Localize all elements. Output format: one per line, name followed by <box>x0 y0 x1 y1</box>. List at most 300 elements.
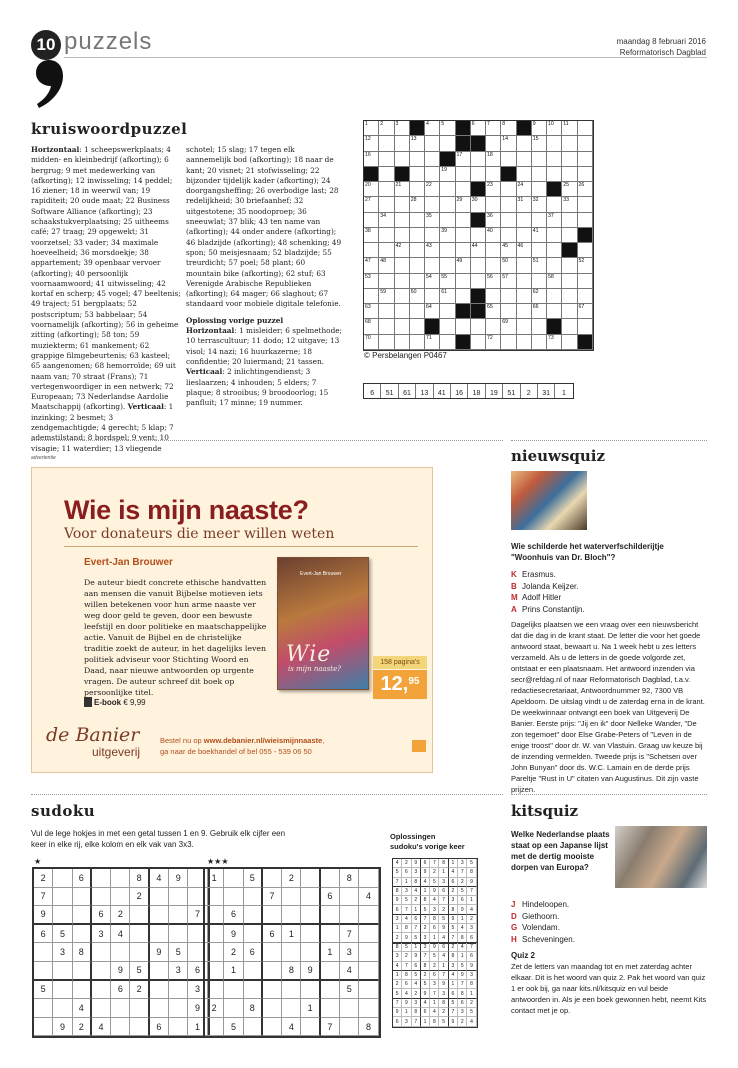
crossword-cell[interactable] <box>562 121 577 136</box>
crossword-cell[interactable] <box>364 243 379 258</box>
crossword-cell[interactable] <box>562 289 577 304</box>
crossword-cell[interactable] <box>547 228 562 243</box>
sudoku-cell[interactable] <box>111 1018 130 1037</box>
crossword-cell[interactable] <box>517 228 532 243</box>
crossword-cell[interactable] <box>395 136 410 151</box>
crossword-cell[interactable] <box>395 274 410 289</box>
crossword-cell[interactable] <box>395 243 410 258</box>
sudoku-cell[interactable] <box>359 906 378 925</box>
sudoku-cell[interactable] <box>321 906 340 925</box>
answer-cell[interactable]: 19 <box>486 384 503 398</box>
crossword-cell[interactable] <box>440 121 455 136</box>
sudoku-cell[interactable] <box>111 869 130 888</box>
crossword-cell[interactable] <box>440 274 455 289</box>
sudoku-cell[interactable] <box>263 999 282 1018</box>
crossword-cell[interactable] <box>364 304 379 319</box>
sudoku-cell[interactable] <box>34 1018 53 1037</box>
crossword-cell[interactable] <box>517 335 532 350</box>
answer-cell[interactable]: 16 <box>451 384 468 398</box>
crossword-cell[interactable] <box>425 304 440 319</box>
crossword-cell[interactable] <box>425 335 440 350</box>
crossword-cell[interactable] <box>425 243 440 258</box>
crossword-cell[interactable] <box>517 258 532 273</box>
quiz-option[interactable] <box>511 922 575 934</box>
quiz-option[interactable] <box>511 569 585 581</box>
crossword-cell[interactable] <box>578 121 593 136</box>
crossword-cell[interactable] <box>578 258 593 273</box>
crossword-cell[interactable] <box>501 258 516 273</box>
crossword-cell[interactable] <box>486 228 501 243</box>
crossword-cell[interactable] <box>517 136 532 151</box>
crossword-cell[interactable] <box>425 182 440 197</box>
crossword-cell[interactable] <box>425 197 440 212</box>
crossword-cell[interactable] <box>501 274 516 289</box>
crossword-cell[interactable] <box>471 228 486 243</box>
sudoku-cell[interactable] <box>244 962 263 981</box>
crossword-cell[interactable] <box>486 197 501 212</box>
sudoku-cell[interactable] <box>340 888 359 907</box>
crossword-cell[interactable] <box>456 152 471 167</box>
crossword-cell[interactable] <box>562 213 577 228</box>
crossword-cell[interactable] <box>578 136 593 151</box>
sudoku-cell[interactable] <box>111 888 130 907</box>
crossword-cell[interactable] <box>395 289 410 304</box>
crossword-cell[interactable] <box>471 335 486 350</box>
sudoku-cell[interactable] <box>205 888 224 907</box>
sudoku-cell[interactable] <box>205 925 224 944</box>
sudoku-cell[interactable] <box>301 1018 320 1037</box>
crossword-cell[interactable] <box>410 182 425 197</box>
crossword-cell[interactable] <box>440 136 455 151</box>
crossword-cell[interactable] <box>547 289 562 304</box>
answer-cell[interactable]: 31 <box>538 384 555 398</box>
crossword-cell[interactable] <box>532 335 547 350</box>
crossword-cell[interactable] <box>379 304 394 319</box>
crossword-cell[interactable] <box>501 319 516 334</box>
sudoku-cell[interactable] <box>73 925 92 944</box>
sudoku-cell[interactable] <box>321 999 340 1018</box>
crossword-cell[interactable] <box>364 197 379 212</box>
crossword-cell[interactable] <box>425 228 440 243</box>
sudoku-cell[interactable] <box>169 981 188 1000</box>
crossword-cell[interactable] <box>547 258 562 273</box>
crossword-cell[interactable] <box>501 182 516 197</box>
crossword-cell[interactable] <box>364 182 379 197</box>
crossword-cell[interactable] <box>410 213 425 228</box>
crossword-cell[interactable] <box>379 213 394 228</box>
crossword-cell[interactable] <box>578 289 593 304</box>
sudoku-cell[interactable] <box>359 962 378 981</box>
crossword-cell[interactable] <box>456 182 471 197</box>
sudoku-cell[interactable] <box>282 906 301 925</box>
crossword-cell[interactable] <box>471 274 486 289</box>
sudoku-cell[interactable] <box>263 906 282 925</box>
crossword-cell[interactable] <box>440 167 455 182</box>
crossword-cell[interactable] <box>379 274 394 289</box>
crossword-cell[interactable] <box>379 167 394 182</box>
crossword-cell[interactable] <box>364 319 379 334</box>
crossword-cell[interactable] <box>364 213 379 228</box>
sudoku-cell[interactable] <box>34 962 53 981</box>
crossword-cell[interactable] <box>471 152 486 167</box>
crossword-cell[interactable] <box>562 258 577 273</box>
crossword-cell[interactable] <box>471 121 486 136</box>
crossword-cell[interactable] <box>440 289 455 304</box>
crossword-cell[interactable] <box>578 167 593 182</box>
crossword-cell[interactable] <box>486 304 501 319</box>
sudoku-cell[interactable] <box>301 888 320 907</box>
crossword-cell[interactable] <box>395 152 410 167</box>
sudoku-cell[interactable] <box>224 888 243 907</box>
sudoku-cell[interactable] <box>340 906 359 925</box>
crossword-cell[interactable] <box>440 197 455 212</box>
quiz-option[interactable] <box>511 592 585 604</box>
crossword-cell[interactable] <box>517 213 532 228</box>
crossword-cell[interactable] <box>410 167 425 182</box>
sudoku-cell[interactable] <box>73 981 92 1000</box>
crossword-cell[interactable] <box>395 335 410 350</box>
crossword-cell[interactable] <box>517 182 532 197</box>
sudoku-cell[interactable] <box>169 906 188 925</box>
crossword-cell[interactable] <box>410 228 425 243</box>
crossword-answer-row[interactable] <box>363 383 574 399</box>
sudoku-cell[interactable] <box>53 869 72 888</box>
crossword-cell[interactable] <box>425 136 440 151</box>
crossword-cell[interactable] <box>440 258 455 273</box>
sudoku-cell[interactable] <box>130 906 149 925</box>
sudoku-cell[interactable] <box>205 1018 224 1037</box>
crossword-cell[interactable] <box>456 228 471 243</box>
crossword-cell[interactable] <box>501 136 516 151</box>
crossword-cell[interactable] <box>547 152 562 167</box>
sudoku-cell[interactable] <box>150 925 169 944</box>
crossword-cell[interactable] <box>410 289 425 304</box>
crossword-grid[interactable] <box>363 120 594 351</box>
crossword-cell[interactable] <box>410 258 425 273</box>
crossword-cell[interactable] <box>456 258 471 273</box>
sudoku-cell[interactable] <box>73 888 92 907</box>
crossword-cell[interactable] <box>547 167 562 182</box>
crossword-cell[interactable] <box>456 319 471 334</box>
sudoku-cell[interactable] <box>244 925 263 944</box>
sudoku-cell[interactable] <box>34 943 53 962</box>
sudoku-cell[interactable] <box>224 981 243 1000</box>
crossword-cell[interactable] <box>440 182 455 197</box>
sudoku-cell[interactable] <box>359 999 378 1018</box>
sudoku-cell[interactable] <box>169 925 188 944</box>
crossword-cell[interactable] <box>456 289 471 304</box>
crossword-cell[interactable] <box>410 274 425 289</box>
crossword-cell[interactable] <box>532 213 547 228</box>
crossword-cell[interactable] <box>364 228 379 243</box>
crossword-cell[interactable] <box>395 197 410 212</box>
crossword-cell[interactable] <box>578 304 593 319</box>
crossword-cell[interactable] <box>562 335 577 350</box>
crossword-cell[interactable] <box>562 136 577 151</box>
sudoku-cell[interactable] <box>205 906 224 925</box>
crossword-cell[interactable] <box>379 152 394 167</box>
sudoku-cell[interactable] <box>92 943 111 962</box>
sudoku-cell[interactable] <box>205 981 224 1000</box>
sudoku-cell[interactable] <box>205 943 224 962</box>
crossword-cell[interactable] <box>379 136 394 151</box>
sudoku-cell[interactable] <box>282 999 301 1018</box>
crossword-cell[interactable] <box>578 152 593 167</box>
sudoku-cell[interactable] <box>92 981 111 1000</box>
sudoku-cell[interactable] <box>169 999 188 1018</box>
crossword-cell[interactable] <box>395 319 410 334</box>
crossword-cell[interactable] <box>562 319 577 334</box>
crossword-cell[interactable] <box>517 152 532 167</box>
crossword-cell[interactable] <box>471 319 486 334</box>
sudoku-cell[interactable] <box>282 943 301 962</box>
crossword-cell[interactable] <box>532 228 547 243</box>
crossword-cell[interactable] <box>364 335 379 350</box>
crossword-cell[interactable] <box>440 304 455 319</box>
crossword-cell[interactable] <box>456 197 471 212</box>
crossword-cell[interactable] <box>410 335 425 350</box>
crossword-cell[interactable] <box>532 319 547 334</box>
sudoku-cell[interactable] <box>321 962 340 981</box>
order-link[interactable]: www.debanier.nl/wieismijnnaaste <box>203 736 323 745</box>
sudoku-cell[interactable] <box>263 943 282 962</box>
crossword-cell[interactable] <box>486 243 501 258</box>
crossword-cell[interactable] <box>456 213 471 228</box>
crossword-cell[interactable] <box>517 167 532 182</box>
crossword-cell[interactable] <box>532 258 547 273</box>
sudoku-cell[interactable] <box>111 943 130 962</box>
sudoku-cell[interactable] <box>150 981 169 1000</box>
quiz-option[interactable] <box>511 604 585 616</box>
sudoku-cell[interactable] <box>263 869 282 888</box>
sudoku-cell[interactable] <box>301 943 320 962</box>
crossword-cell[interactable] <box>501 228 516 243</box>
crossword-cell[interactable] <box>517 304 532 319</box>
crossword-cell[interactable] <box>578 182 593 197</box>
crossword-cell[interactable] <box>532 167 547 182</box>
sudoku-cell[interactable] <box>53 906 72 925</box>
crossword-cell[interactable] <box>456 243 471 258</box>
crossword-cell[interactable] <box>410 319 425 334</box>
crossword-cell[interactable] <box>547 213 562 228</box>
crossword-cell[interactable] <box>364 121 379 136</box>
crossword-cell[interactable] <box>562 304 577 319</box>
quiz-option[interactable] <box>511 934 575 946</box>
sudoku-cell[interactable] <box>321 925 340 944</box>
crossword-cell[interactable] <box>486 136 501 151</box>
crossword-cell[interactable] <box>364 152 379 167</box>
answer-cell[interactable]: 51 <box>503 384 520 398</box>
sudoku-hard-grid[interactable] <box>203 867 381 1038</box>
crossword-cell[interactable] <box>486 121 501 136</box>
crossword-cell[interactable] <box>379 319 394 334</box>
sudoku-cell[interactable] <box>92 869 111 888</box>
sudoku-cell[interactable] <box>263 1018 282 1037</box>
quiz-option[interactable] <box>511 911 575 923</box>
crossword-cell[interactable] <box>395 228 410 243</box>
crossword-cell[interactable] <box>410 136 425 151</box>
sudoku-cell[interactable] <box>263 981 282 1000</box>
crossword-cell[interactable] <box>425 289 440 304</box>
crossword-cell[interactable] <box>379 197 394 212</box>
sudoku-cell[interactable] <box>130 1018 149 1037</box>
crossword-cell[interactable] <box>547 243 562 258</box>
crossword-cell[interactable] <box>440 243 455 258</box>
crossword-cell[interactable] <box>486 213 501 228</box>
crossword-cell[interactable] <box>532 304 547 319</box>
crossword-cell[interactable] <box>578 319 593 334</box>
crossword-cell[interactable] <box>471 258 486 273</box>
sudoku-cell[interactable] <box>244 1018 263 1037</box>
sudoku-cell[interactable] <box>282 981 301 1000</box>
crossword-cell[interactable] <box>547 274 562 289</box>
sudoku-cell[interactable] <box>359 869 378 888</box>
crossword-cell[interactable] <box>440 335 455 350</box>
crossword-cell[interactable] <box>532 274 547 289</box>
sudoku-cell[interactable] <box>321 981 340 1000</box>
sudoku-cell[interactable] <box>301 925 320 944</box>
sudoku-cell[interactable] <box>169 1018 188 1037</box>
crossword-cell[interactable] <box>379 335 394 350</box>
crossword-cell[interactable] <box>578 213 593 228</box>
sudoku-cell[interactable] <box>130 999 149 1018</box>
crossword-cell[interactable] <box>364 258 379 273</box>
crossword-cell[interactable] <box>501 121 516 136</box>
crossword-cell[interactable] <box>547 335 562 350</box>
crossword-cell[interactable] <box>532 243 547 258</box>
quiz-option[interactable] <box>511 899 575 911</box>
crossword-cell[interactable] <box>379 182 394 197</box>
crossword-cell[interactable] <box>578 197 593 212</box>
crossword-cell[interactable] <box>379 243 394 258</box>
crossword-cell[interactable] <box>395 304 410 319</box>
crossword-cell[interactable] <box>395 258 410 273</box>
sudoku-cell[interactable] <box>150 906 169 925</box>
sudoku-cell[interactable] <box>359 981 378 1000</box>
sudoku-cell[interactable] <box>340 999 359 1018</box>
crossword-cell[interactable] <box>364 274 379 289</box>
crossword-cell[interactable] <box>501 335 516 350</box>
sudoku-cell[interactable] <box>244 888 263 907</box>
crossword-cell[interactable] <box>562 197 577 212</box>
crossword-cell[interactable] <box>395 182 410 197</box>
crossword-cell[interactable] <box>547 304 562 319</box>
sudoku-cell[interactable] <box>53 999 72 1018</box>
crossword-cell[interactable] <box>501 213 516 228</box>
crossword-cell[interactable] <box>379 228 394 243</box>
crossword-cell[interactable] <box>501 304 516 319</box>
crossword-cell[interactable] <box>578 243 593 258</box>
sudoku-cell[interactable] <box>53 981 72 1000</box>
crossword-cell[interactable] <box>471 167 486 182</box>
crossword-cell[interactable] <box>501 152 516 167</box>
answer-cell[interactable]: 2 <box>521 384 538 398</box>
crossword-cell[interactable] <box>501 243 516 258</box>
crossword-cell[interactable] <box>562 152 577 167</box>
crossword-cell[interactable] <box>440 213 455 228</box>
crossword-cell[interactable] <box>501 289 516 304</box>
sudoku-cell[interactable] <box>282 888 301 907</box>
crossword-cell[interactable] <box>547 121 562 136</box>
crossword-cell[interactable] <box>547 136 562 151</box>
answer-cell[interactable]: 18 <box>468 384 485 398</box>
crossword-cell[interactable] <box>364 289 379 304</box>
crossword-cell[interactable] <box>532 197 547 212</box>
crossword-cell[interactable] <box>471 243 486 258</box>
crossword-cell[interactable] <box>486 152 501 167</box>
quiz-option[interactable] <box>511 581 585 593</box>
crossword-cell[interactable] <box>379 121 394 136</box>
crossword-cell[interactable] <box>410 304 425 319</box>
answer-cell[interactable]: 41 <box>434 384 451 398</box>
crossword-cell[interactable] <box>425 213 440 228</box>
crossword-cell[interactable] <box>501 197 516 212</box>
answer-cell[interactable]: 13 <box>416 384 433 398</box>
crossword-cell[interactable] <box>456 274 471 289</box>
crossword-cell[interactable] <box>471 197 486 212</box>
crossword-cell[interactable] <box>532 182 547 197</box>
answer-cell[interactable]: 51 <box>381 384 398 398</box>
sudoku-cell[interactable] <box>224 999 243 1018</box>
sudoku-cell[interactable] <box>359 925 378 944</box>
sudoku-cell[interactable] <box>150 888 169 907</box>
crossword-cell[interactable] <box>562 182 577 197</box>
sudoku-cell[interactable] <box>150 999 169 1018</box>
crossword-cell[interactable] <box>379 258 394 273</box>
crossword-cell[interactable] <box>440 228 455 243</box>
crossword-cell[interactable] <box>562 228 577 243</box>
sudoku-cell[interactable] <box>321 869 340 888</box>
crossword-cell[interactable] <box>517 243 532 258</box>
crossword-cell[interactable] <box>425 152 440 167</box>
sudoku-easy-grid[interactable] <box>32 867 210 1038</box>
crossword-cell[interactable] <box>486 319 501 334</box>
sudoku-cell[interactable] <box>73 906 92 925</box>
crossword-cell[interactable] <box>425 167 440 182</box>
sudoku-cell[interactable] <box>150 962 169 981</box>
answer-cell[interactable]: 61 <box>399 384 416 398</box>
crossword-cell[interactable] <box>578 274 593 289</box>
crossword-cell[interactable] <box>486 289 501 304</box>
sudoku-cell[interactable] <box>53 888 72 907</box>
sudoku-cell[interactable] <box>244 981 263 1000</box>
crossword-cell[interactable] <box>532 136 547 151</box>
answer-cell[interactable]: 1 <box>562 390 566 397</box>
crossword-cell[interactable] <box>456 167 471 182</box>
crossword-cell[interactable] <box>486 274 501 289</box>
crossword-cell[interactable] <box>517 319 532 334</box>
sudoku-cell[interactable] <box>111 999 130 1018</box>
sudoku-cell[interactable] <box>130 925 149 944</box>
sudoku-cell[interactable] <box>130 943 149 962</box>
sudoku-cell[interactable] <box>301 869 320 888</box>
crossword-cell[interactable] <box>395 213 410 228</box>
sudoku-cell[interactable] <box>53 962 72 981</box>
crossword-cell[interactable] <box>547 197 562 212</box>
crossword-cell[interactable] <box>486 335 501 350</box>
sudoku-cell[interactable] <box>340 1018 359 1037</box>
sudoku-cell[interactable] <box>92 999 111 1018</box>
crossword-cell[interactable] <box>379 289 394 304</box>
crossword-cell[interactable] <box>410 152 425 167</box>
crossword-cell[interactable] <box>517 197 532 212</box>
crossword-cell[interactable] <box>532 152 547 167</box>
sudoku-cell[interactable] <box>92 962 111 981</box>
crossword-cell[interactable] <box>517 289 532 304</box>
answer-cell[interactable]: 6 <box>364 384 381 398</box>
crossword-cell[interactable] <box>486 258 501 273</box>
crossword-cell[interactable] <box>410 243 425 258</box>
